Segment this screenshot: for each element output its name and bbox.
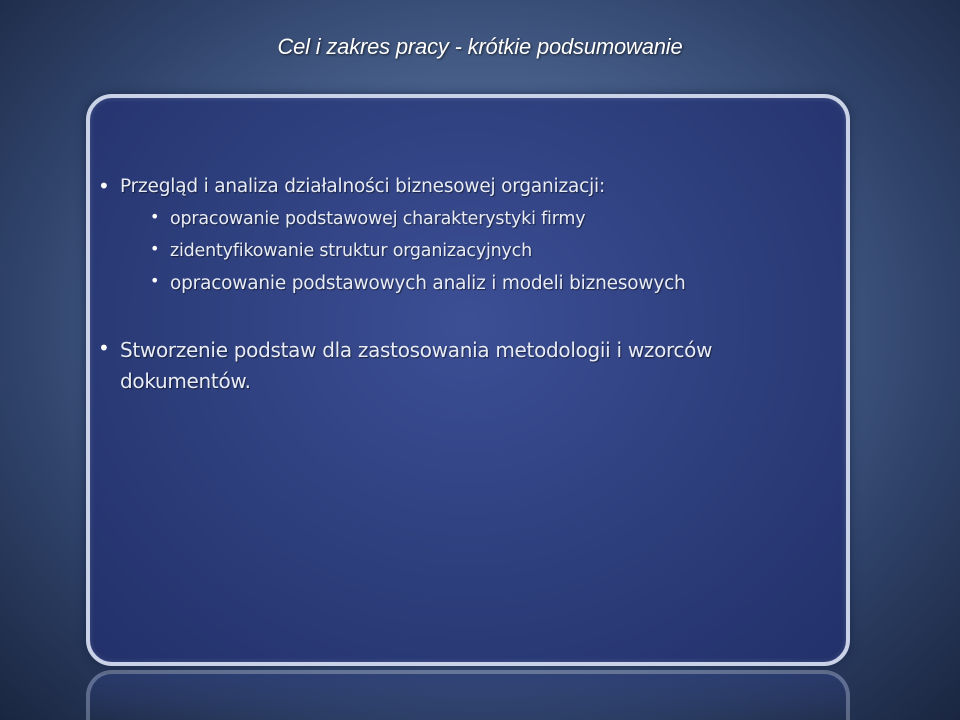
slide-title: Cel i zakres pracy - krótkie podsumowanie	[277, 34, 683, 59]
bullet-icon: •	[150, 239, 160, 258]
bullet-icon: •	[150, 271, 160, 290]
section2-line2: dokumentów.	[120, 369, 251, 393]
section1-heading: Przegląd i analiza działalności biznesowej organizacji:	[120, 176, 606, 197]
bullet-icon: •	[150, 207, 160, 226]
section2-line1: Stworzenie podstaw dla zastosowania metodologii i wzorców	[120, 338, 713, 362]
section1-item: opracowanie podstawowej charakterystyki firmy	[170, 209, 586, 229]
bullet-icon: •	[98, 336, 110, 360]
section1-item: zidentyfikowanie struktur organizacyjnych	[170, 241, 532, 261]
section1-item: opracowanie podstawowych analiz i modeli biznesowych	[170, 273, 686, 294]
bullet-icon: •	[98, 174, 110, 198]
